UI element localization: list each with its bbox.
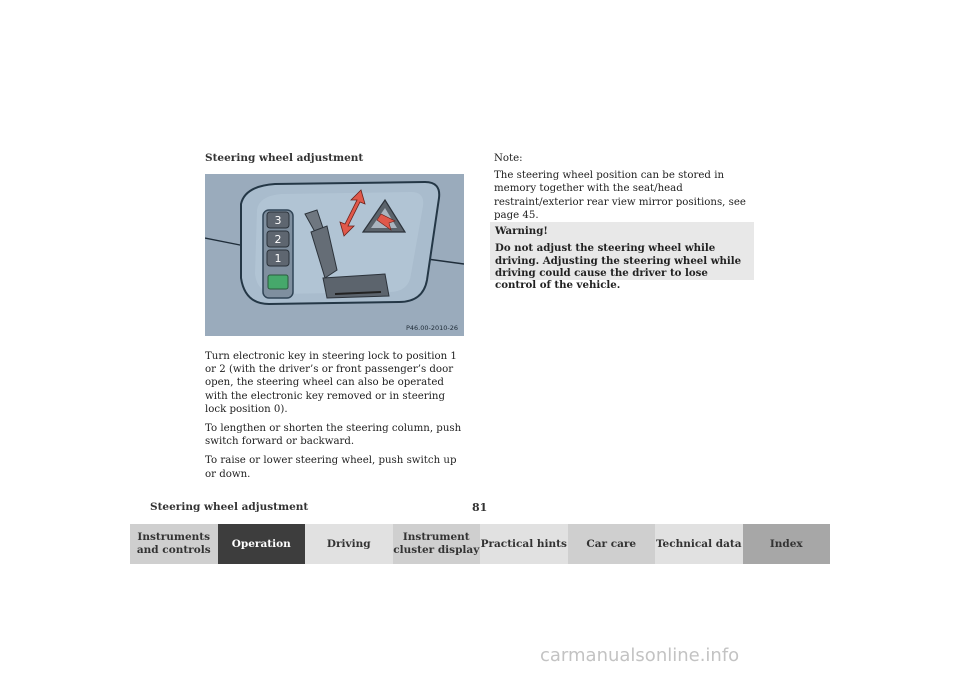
warning-title: Warning! xyxy=(495,225,548,237)
memory-button-2 xyxy=(267,231,289,247)
tab-index[interactable]: Index xyxy=(743,524,831,564)
memory-button-2-label: 2 xyxy=(274,233,282,246)
tab-instruments-and-controls[interactable]: Instruments and controls xyxy=(130,524,218,564)
note-block xyxy=(494,152,756,226)
note-text: The steering wheel position can be stored in memory together with the seat/head restraint/exterior rear view mirror positions, see page 45. xyxy=(494,170,746,221)
instruction-paragraph: To raise or lower steering wheel, push switch up or down. xyxy=(205,455,457,480)
instruction-paragraph: Turn electronic key in steering lock to position 1 or 2 (with the driver’s or front passenger’s door open, the steering wheel can also be operated with the electronic key removed or in steering lock position 0). xyxy=(205,351,457,415)
footer-title: Steering wheel adjustment xyxy=(150,501,309,513)
memory-button-3-label: 3 xyxy=(274,214,282,227)
instruction-paragraph: To lengthen or shorten the steering column, push switch forward or backward. xyxy=(205,423,462,448)
page-number: 81 xyxy=(472,501,488,514)
tab-driving[interactable]: Driving xyxy=(305,524,393,564)
tab-technical-data[interactable]: Technical data xyxy=(655,524,743,564)
tab-instrument-cluster-display[interactable]: Instrument cluster display xyxy=(393,524,481,564)
watermark: carmanualsonline.info xyxy=(540,645,740,666)
section-title: Steering wheel adjustment xyxy=(205,152,364,164)
note-label: Note: xyxy=(494,153,523,164)
memory-button-3 xyxy=(267,212,289,228)
tab-car-care[interactable]: Car care xyxy=(568,524,656,564)
instructions xyxy=(205,350,467,487)
tab-practical-hints[interactable]: Practical hints xyxy=(480,524,568,564)
memory-button-1-label: 1 xyxy=(274,252,282,265)
chapter-nav xyxy=(130,524,830,564)
tab-operation[interactable]: Operation xyxy=(218,524,306,564)
seat-control-illustration xyxy=(205,174,464,336)
figure-code: P46.00-2010-26 xyxy=(405,324,458,332)
warning-box xyxy=(490,222,754,292)
warning-text: Do not adjust the steering wheel while driving. Adjusting the steering wheel while driving could cause the driver to lose control of the vehicle. xyxy=(495,242,742,292)
memory-set-button xyxy=(268,275,288,289)
memory-button-1 xyxy=(267,250,289,266)
